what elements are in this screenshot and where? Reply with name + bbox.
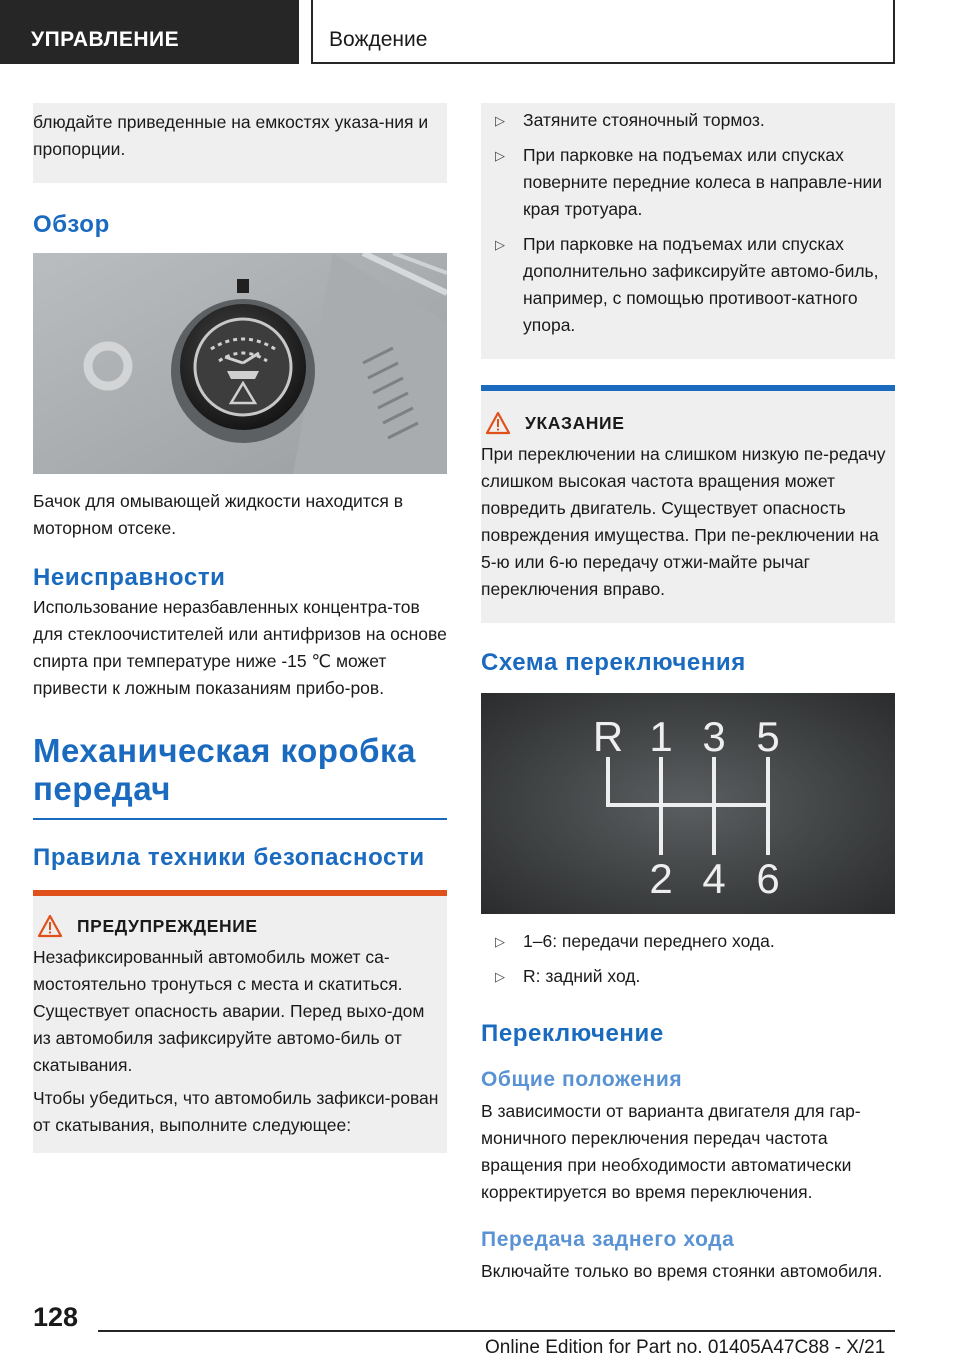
gear-label-4: 4 [702,855,726,902]
chapter-heading-manual-transmission: Механическая коробка передач [33,732,447,820]
caution-text: При переключении на слишком низкую пе-редачу слишком высокая частота вращения может повредить двигатель. Существует опасность повреждения имущества. При пе-реключении на 5-ю или 6-ю передачу отжи-майте рычаг переключения вправо. [481,444,886,599]
list-item: ▷ 1–6: передачи переднего хода. [481,928,895,955]
washer-reservoir-illustration [33,253,447,474]
faults-heading: Неисправности [33,564,226,591]
washer-reservoir-photo [33,253,447,474]
general-heading: Общие положения [481,1068,683,1091]
caution-box [481,385,895,623]
caution-triangle-icon [485,411,511,435]
gear-label-5: 5 [756,713,780,760]
footer-divider [98,1330,895,1332]
overview-caption: Бачок для омывающей жидкости находится в моторном отсеке. [33,491,404,538]
warning-text-1: Незафиксированный автомобиль может са-мостоятельно тронуться с места и скатиться. Существует опасность аварии. Перед выхо-дом из автомобиля зафиксируйте автомо-биль от скатывания. [33,947,425,1075]
continuation-text: блюдайте приведенные на емкостях указа-ния и пропорции. [33,112,429,159]
gear-label-2: 2 [649,855,673,902]
switching-heading: Переключение [481,1020,664,1047]
warning-triangle-icon [37,914,63,938]
list-item: ▷ При парковке на подъемах или спусках поверните передние колеса в направле-нии края тротуара. [481,142,895,223]
triangle-bullet-icon: ▷ [495,237,505,252]
faults-text: Использование неразбавленных концентра-тов для стеклоочистителей или антифризов на основе спирта при температуре ниже -15 ℃ может привести к ложным показаниям прибо-ров. [33,597,447,698]
shift-pattern-heading: Схема переключения [481,649,746,676]
general-text: В зависимости от варианта двигателя для гар-моничного переключения передач частота вращения при необходимости автоматически корректируется во время переключения. [481,1101,861,1202]
triangle-bullet-icon: ▷ [495,934,505,949]
gear-label-r: R [592,713,624,760]
gear-label-1: 1 [649,713,673,760]
warning-title [33,914,447,938]
warning-box [33,890,447,1153]
page-number: 128 [33,1302,79,1332]
warning-text-2: Чтобы убедиться, что автомобиль зафикси-рован от скатывания, выполните следующее: [33,1088,439,1135]
shift-legend [481,928,895,990]
caution-title-text: УКАЗАНИЕ [525,412,625,433]
edition-info: Online Edition for Part no. 01405A47C88 - X/21 [485,1337,886,1358]
list-item: ▷ Затяните стояночный тормоз. [481,107,895,134]
shift-pattern-diagram [481,693,895,914]
triangle-bullet-icon: ▷ [495,969,505,984]
right-column [481,103,895,1285]
reverse-heading: Передача заднего хода [481,1228,735,1251]
caution-title [481,411,895,435]
list-item: ▷ При парковке на подъемах или спусках дополнительно зафиксируйте автомо-биль, например, с помощью противоот-катного упора. [481,231,895,339]
reverse-text: Включайте только во время стоянки автомобиля. [481,1261,883,1281]
triangle-bullet-icon: ▷ [495,148,505,163]
safety-heading: Правила техники безопасности [33,844,425,871]
list-item: ▷ R: задний ход. [481,963,895,990]
steps-box [481,103,895,359]
warning-title-text: ПРЕДУПРЕЖДЕНИЕ [77,915,258,936]
gear-label-6: 6 [756,855,780,902]
continuation-box [33,103,447,183]
overview-heading: Обзор [33,211,110,238]
chapter-title: Вождение [311,0,895,64]
triangle-bullet-icon: ▷ [495,113,505,128]
section-tab: УПРАВЛЕНИЕ [0,0,299,64]
shift-pattern-illustration [481,693,895,914]
left-column [33,103,447,1153]
gear-label-3: 3 [702,713,726,760]
